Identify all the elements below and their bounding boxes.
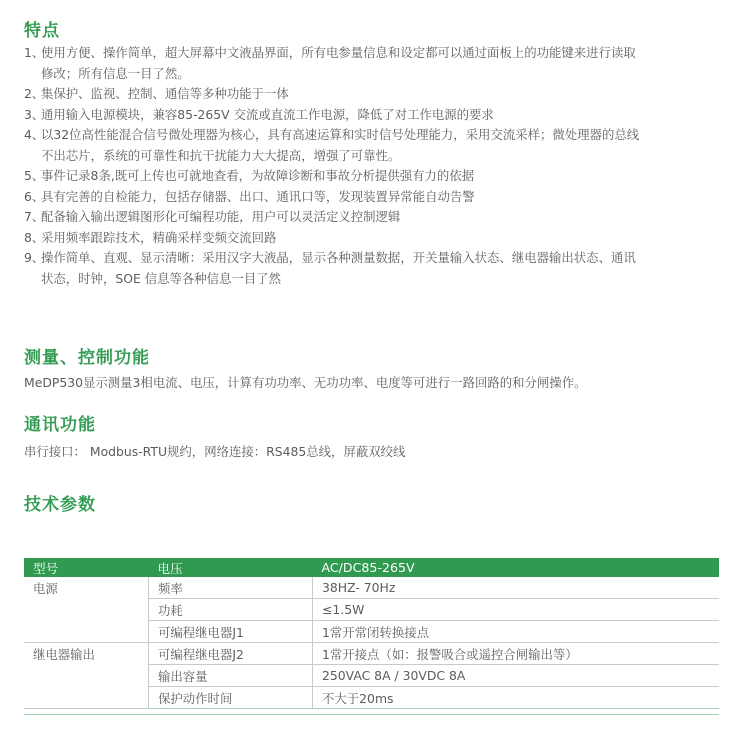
feature-text: 操作简单、直观、显示清晰：采用汉字大液晶，显示各种测量数据，开关量输入状态、继电器输出状态、通讯: [41, 250, 636, 265]
feature-text: 采用频率跟踪技术，精确采样变频交流回路: [41, 229, 277, 245]
comm-title: 通讯功能: [24, 415, 96, 435]
group-label: 电源: [24, 577, 149, 643]
feature-item: [24, 166, 730, 187]
header-voltage: 电压: [149, 558, 313, 577]
feature-number: 8、: [24, 229, 45, 245]
feature-text: 具有完善的自检能力，包括存储器、出口、通讯口等，发现装置异常能自动告警: [41, 188, 475, 204]
table-bottom-divider: [24, 714, 719, 715]
feature-item: [24, 228, 730, 249]
tech-spec-table: [24, 558, 719, 709]
feature-text-continued: 修改；所有信息一目了然。: [41, 65, 190, 81]
features-list: [24, 43, 730, 289]
table-row: [24, 577, 719, 599]
feature-item: [24, 43, 730, 84]
param-name: 保护动作时间: [149, 687, 313, 709]
feature-item: [24, 248, 730, 289]
feature-text: 配备输入输出逻辑图形化可编程功能，用户可以灵活定义控制逻辑: [41, 209, 401, 224]
feature-item: [24, 105, 730, 126]
measure-title: 测量、控制功能: [24, 348, 150, 368]
feature-text-continued: 不出芯片，系统的可靠性和抗干扰能力大大提高，增强了可靠性。: [41, 147, 401, 163]
param-name: 频率: [149, 577, 313, 599]
param-name: 可编程继电器J2: [149, 643, 313, 665]
param-value: 不大于20ms: [313, 687, 720, 709]
feature-number: 2、: [24, 86, 45, 101]
feature-number: 6、: [24, 188, 45, 204]
measure-text: MeDP530显示测量3相电流、电压，计算有功功率、无功功率、电度等可进行一路回路的和分闸操作。: [24, 375, 587, 390]
feature-text: 集保护、监视、控制、通信等多种功能于一体: [41, 86, 289, 101]
group-label: 继电器输出: [24, 643, 149, 709]
feature-number: 3、: [24, 106, 45, 122]
table-row: [24, 643, 719, 665]
param-name: 功耗: [149, 599, 313, 621]
param-name: 可编程继电器J1: [149, 621, 313, 643]
header-model: 型号: [24, 558, 149, 577]
feature-text: 事件记录8条,既可上传也可就地查看，为故障诊断和事故分析提供强有力的依据: [41, 168, 475, 183]
feature-number: 5、: [24, 168, 45, 183]
feature-text-continued: 状态，时钟，SOE 信息等各种信息一目了然: [41, 270, 282, 286]
param-value: ≤1.5W: [313, 599, 720, 621]
param-value: 1常开接点（如：报警吸合或遥控合闸输出等）: [313, 643, 720, 665]
param-value: 250VAC 8A / 30VDC 8A: [313, 665, 720, 687]
tech-title: 技术参数: [24, 495, 96, 515]
table-header-row: [24, 558, 719, 577]
feature-number: 1、: [24, 45, 45, 60]
feature-number: 9、: [24, 250, 45, 265]
param-name: 输出容量: [149, 665, 313, 687]
features-title: 特点: [24, 21, 60, 41]
feature-text: 以32位高性能混合信号微处理器为核心，具有高速运算和实时信号处理能力，采用交流采样；微处理器的总线: [41, 127, 640, 142]
param-value: 1常开常闭转换接点: [313, 621, 720, 643]
header-voltage-value: AC/DC85-265V: [313, 558, 720, 577]
feature-text: 使用方便、操作简单，超大屏幕中文液晶界面，所有电参量信息和设定都可以通过面板上的功能键来进行读取: [41, 45, 636, 60]
feature-item: [24, 125, 730, 166]
feature-number: 7、: [24, 209, 45, 224]
feature-text: 通用输入电源模块，兼容85-265V 交流或直流工作电源，降低了对工作电源的要求: [41, 106, 494, 122]
param-value: 38HZ- 70Hz: [313, 577, 720, 599]
feature-item: [24, 187, 730, 208]
feature-item: [24, 207, 730, 228]
feature-number: 4、: [24, 127, 45, 142]
feature-item: [24, 84, 730, 105]
comm-text: 串行接口： Modbus-RTU规约，网络连接：RS485总线，屏蔽双绞线: [24, 444, 406, 459]
